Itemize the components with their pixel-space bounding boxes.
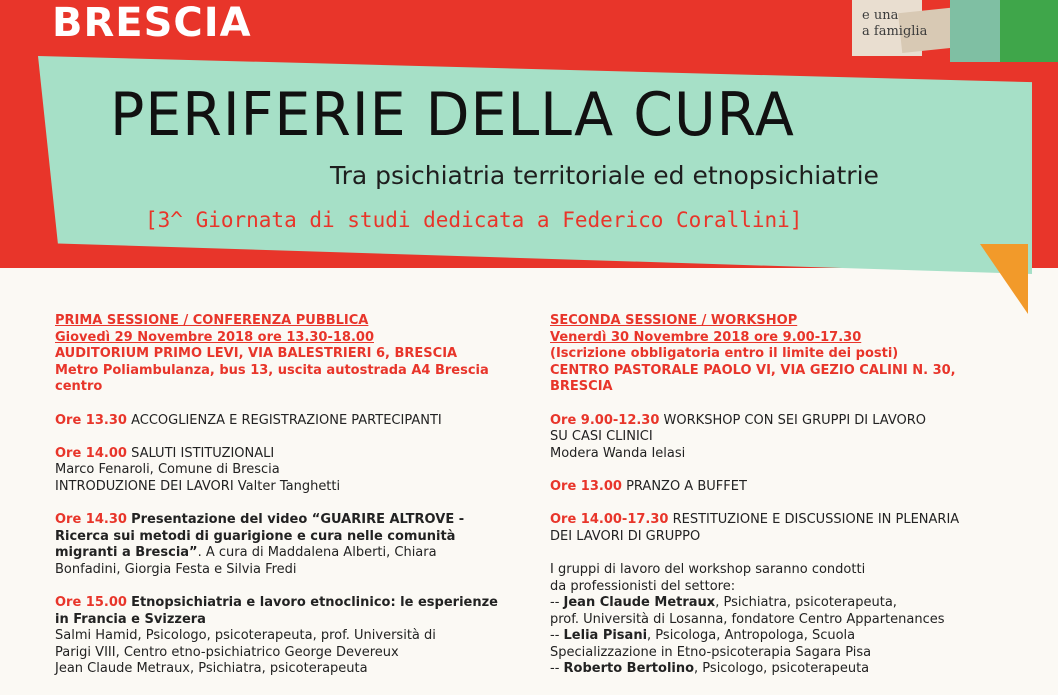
session-transport-cont: centro [55, 379, 103, 395]
session-transport: Metro Poliambulanza, bus 13, uscita autostrada A4 Brescia [55, 362, 489, 378]
collage-text: e una a famiglia [862, 8, 928, 39]
page-title: PERIFERIE DELLA CURA [110, 80, 795, 150]
program-item: Ore 13.00 PRANZO A BUFFET [550, 478, 747, 494]
program-item: Ore 14.00 SALUTI ISTITUZIONALI Marco Fenaroli, Comune di Brescia INTRODUZIONE DEI LAVORI Valter Tanghetti [55, 445, 341, 494]
city-name: BRESCIA [52, 0, 252, 46]
program-item: Ore 15.00 Etnopsichiatria e lavoro etnoclinico: le esperienze in Francia e Svizzera Salmi Hamid, Psicologo, psicoterapeuta, prof. Università di Parigi VIII, Centro etno-psichiatrico George Devereux Jean Claude Metraux, Psichiatra, psicoterapeuta [55, 595, 498, 677]
program-item: Ore 13.30 ACCOGLIENZA E REGISTRAZIONE PARTECIPANTI [55, 412, 442, 428]
dedication-line: [3^ Giornata di studi dedicata a Federico Corallini] [145, 208, 803, 232]
session-venue: CENTRO PASTORALE PAOLO VI, VIA GEZIO CALINI N. 30, [550, 362, 956, 378]
session-venue-cont: BRESCIA [550, 379, 613, 395]
program-item: Ore 14.30 Presentazione del video “GUARIRE ALTROVE - Ricerca sui metodi di guarigione e cura nelle comunità migranti a Brescia”. A cura di Maddalena Alberti, Chiara Bonfadini, Giorgia Festa e Silvia Fredi [55, 512, 465, 577]
page-subtitle: Tra psichiatria territoriale ed etnopsichiatrie [330, 161, 879, 190]
session-venue: AUDITORIUM PRIMO LEVI, VIA BALESTRIERI 6, BRESCIA [55, 346, 458, 362]
left-column-program [55, 313, 498, 695]
session-note: (Iscrizione obbligatoria entro il limite dei posti) [550, 346, 899, 362]
session-date: Giovedì 29 Novembre 2018 ore 13.30-18.00 [55, 329, 374, 345]
right-column-program [550, 313, 1010, 695]
session-title: SECONDA SESSIONE / WORKSHOP [550, 313, 798, 328]
collage-image [850, 0, 1058, 62]
program-item: Ore 14.00-17.30 RESTITUZIONE E DISCUSSIONE IN PLENARIA DEI LAVORI DI GRUPPO [550, 512, 960, 544]
session-date: Venerdì 30 Novembre 2018 ore 9.00-17.30 [550, 329, 862, 345]
program-item: Ore 9.00-12.30 WORKSHOP CON SEI GRUPPI DI LAVORO SU CASI CLINICI Modera Wanda Ielasi [550, 412, 927, 461]
orange-triangle-decoration [980, 244, 1028, 314]
session-title: PRIMA SESSIONE / CONFERENZA PUBBLICA [55, 313, 369, 328]
workshop-leaders: I gruppi di lavoro del workshop saranno condotti da professionisti del settore: -- Jean Claude Metraux, Psichiatra, psicoterapeuta, prof. Università di Losanna, fondatore Centro Appartenances -- Lelia Pisani, Psicologa, Antropologa, Scuola Specializzazione in Etno-psicoterapia Sagara Pisa -- Roberto Bertolino, Psicologo, psicoterapeuta [550, 561, 945, 677]
